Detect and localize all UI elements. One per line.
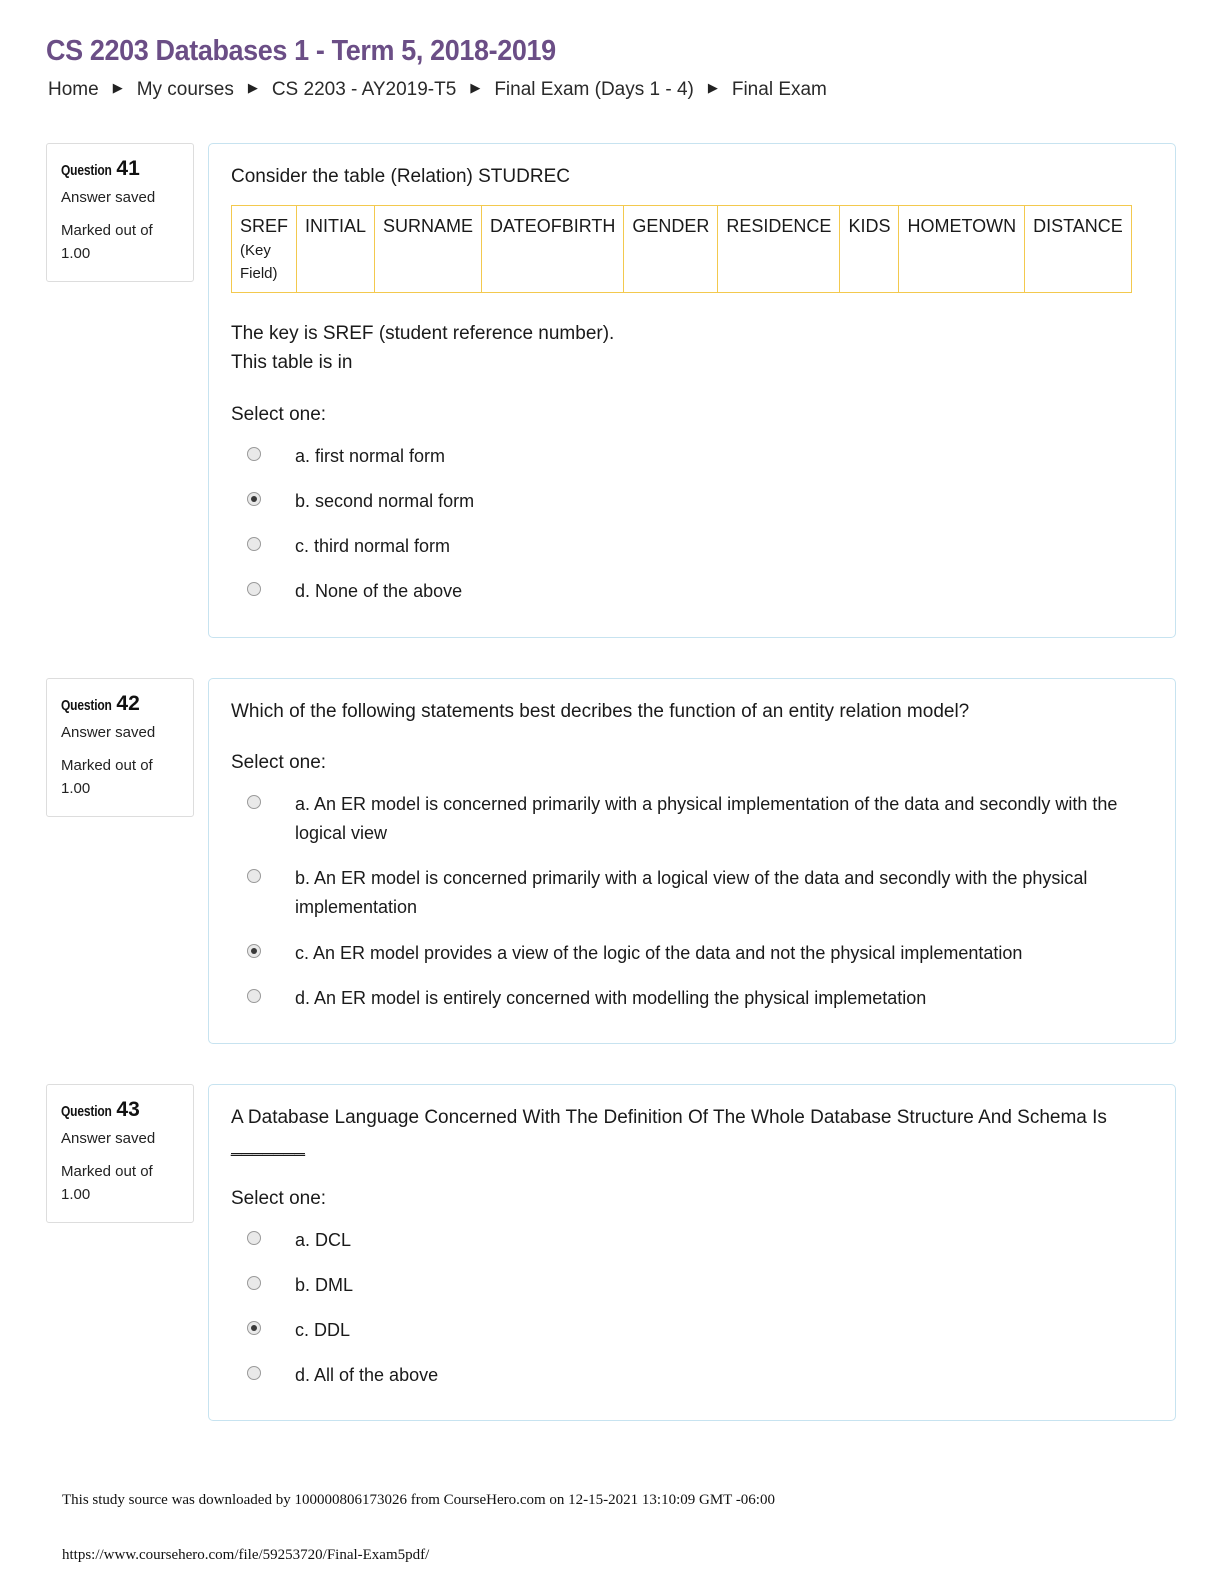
question-number-heading [61, 693, 179, 714]
question-info-panel [46, 143, 194, 283]
question-block-42 [46, 678, 1176, 1044]
radio-button-d[interactable] [247, 1366, 261, 1380]
option-label-c: c. DDL [295, 1320, 351, 1341]
question-prompt [231, 1103, 1153, 1162]
table-header-cell-distance: DISTANCE [1025, 206, 1132, 293]
option-label-b: b. second normal form [295, 491, 475, 512]
table-header-cell-hometown: HOMETOWN [899, 206, 1025, 293]
radio-button-c[interactable] [247, 1321, 261, 1335]
studrec-table-wrapper [231, 205, 1153, 293]
status-badge: Answer saved [61, 188, 156, 206]
table-header-cell-initial: INITIAL [297, 206, 375, 293]
breadcrumb-item-home[interactable]: Home [48, 78, 99, 100]
option-row-d[interactable] [231, 1353, 1153, 1398]
option-row-a[interactable] [231, 1218, 1153, 1263]
question-number-heading [61, 1099, 179, 1120]
breadcrumb-item-final-exam-days[interactable]: Final Exam (Days 1 - 4) [494, 78, 694, 100]
option-row-b[interactable] [231, 1263, 1153, 1308]
question-info-panel [46, 678, 194, 818]
table-header-cell-sref [232, 206, 297, 293]
download-attribution-note: This study source was downloaded by 100000806173026 from CourseHero.com on 12-15-2021 13:10:09 GMT -06:00 [62, 1492, 775, 1508]
breadcrumb-separator-icon: ▶ [707, 79, 718, 95]
table-header-cell-gender: GENDER [624, 206, 718, 293]
option-label-a: a. first normal form [295, 445, 446, 466]
option-label-d: d. An ER model is entirely concerned with modelling the physical implemetation [295, 987, 927, 1008]
question-key-note-line2: This table is in [231, 352, 353, 374]
question-key-note [231, 319, 1153, 378]
select-one-label: Select one: [231, 751, 327, 773]
question-content-41 [208, 143, 1176, 638]
option-label-c: c. An ER model provides a view of the logic of the data and not the physical implementation [295, 942, 1023, 963]
question-word-label: Question [61, 161, 112, 179]
marked-out-of-value: 1.00 [61, 244, 91, 262]
radio-button-a[interactable] [247, 447, 261, 461]
breadcrumb-item-my-courses[interactable]: My courses [136, 78, 234, 100]
table-header-cell-residence: RESIDENCE [718, 206, 840, 293]
question-word-label: Question [61, 696, 112, 714]
breadcrumb-separator-icon: ▶ [112, 79, 123, 95]
question-content-42 [208, 678, 1176, 1044]
question-block-41 [46, 143, 1176, 638]
question-key-note-line1: The key is SREF (student reference number). [231, 323, 615, 345]
question-prompt-text: A Database Language Concerned With The Definition Of The Whole Database Structure And Schema Is [231, 1106, 1107, 1128]
breadcrumb-item-course[interactable]: CS 2203 - AY2019-T5 [271, 78, 457, 100]
marked-out-of-text: Marked out of [61, 756, 153, 774]
radio-button-b[interactable] [247, 492, 261, 506]
radio-button-b[interactable] [247, 1276, 261, 1290]
option-label-b: b. DML [295, 1274, 354, 1295]
radio-button-a[interactable] [247, 795, 261, 809]
option-label-b: b. An ER model is concerned primarily with a logical view of the data and secondly with the physical implementation [295, 868, 1088, 918]
select-one-label: Select one: [231, 1187, 327, 1209]
option-row-d[interactable] [231, 569, 1153, 614]
question-content-43 [208, 1084, 1176, 1422]
marked-out-of-label [61, 219, 179, 266]
breadcrumb-separator-icon: ▶ [247, 79, 258, 95]
option-label-a: a. An ER model is concerned primarily with a physical implementation of the data and secondly with the logical view [295, 793, 1118, 844]
marked-out-of-text: Marked out of [61, 221, 153, 239]
marked-out-of-value: 1.00 [61, 1186, 91, 1204]
marked-out-of-label [61, 1160, 179, 1207]
radio-button-c[interactable] [247, 537, 261, 551]
option-label-c: c. third normal form [295, 536, 451, 557]
question-block-43 [46, 1084, 1176, 1422]
question-number-value: 41 [116, 156, 140, 180]
marked-out-of-label [61, 754, 179, 801]
options-list-42 [231, 782, 1153, 1021]
status-badge: Answer saved [61, 723, 156, 741]
options-list-43 [231, 1218, 1153, 1399]
page-title: CS 2203 Databases 1 - Term 5, 2018-2019 [46, 35, 556, 67]
marked-out-of-text: Marked out of [61, 1162, 153, 1180]
table-row [232, 206, 1132, 293]
option-row-c[interactable] [231, 524, 1153, 569]
option-row-b[interactable] [231, 856, 1153, 930]
radio-button-d[interactable] [247, 582, 261, 596]
radio-button-b[interactable] [247, 869, 261, 883]
page-footer [0, 1492, 1222, 1582]
option-row-d[interactable] [231, 976, 1153, 1021]
status-badge: Answer saved [61, 1129, 156, 1147]
options-list-41 [231, 434, 1153, 615]
table-header-sref-sub1: (Key [240, 242, 271, 260]
marked-out-of-value: 1.00 [61, 779, 91, 797]
option-row-b[interactable] [231, 479, 1153, 524]
option-row-c[interactable] [231, 1308, 1153, 1353]
option-label-d: d. All of the above [295, 1365, 439, 1386]
question-word-label: Question [61, 1102, 112, 1120]
studrec-table [231, 205, 1132, 293]
option-label-d: d. None of the above [295, 581, 463, 602]
option-label-a: a. DCL [295, 1229, 352, 1250]
radio-button-c[interactable] [247, 944, 261, 958]
breadcrumb-item-final-exam[interactable]: Final Exam [731, 78, 827, 100]
option-row-c[interactable] [231, 931, 1153, 976]
question-info-panel [46, 1084, 194, 1224]
table-header-sref-sub2: Field) [240, 264, 278, 282]
radio-button-d[interactable] [247, 989, 261, 1003]
breadcrumb [46, 78, 1176, 103]
table-header-sref-main: SREF [240, 216, 289, 237]
question-prompt: Which of the following statements best decribes the function of an entity relation model? [231, 700, 970, 722]
table-header-cell-surname: SURNAME [375, 206, 482, 293]
source-url[interactable]: https://www.coursehero.com/file/59253720/Final-Exam5pdf/ [62, 1547, 430, 1563]
table-header-cell-kids: KIDS [840, 206, 899, 293]
option-row-a[interactable] [231, 782, 1153, 856]
breadcrumb-separator-icon: ▶ [470, 79, 481, 95]
question-number-value: 42 [116, 691, 140, 715]
table-header-cell-dateofbirth: DATEOFBIRTH [482, 206, 624, 293]
question-prompt-blank: _______ [231, 1136, 305, 1158]
question-number-value: 43 [116, 1097, 140, 1121]
question-number-heading [61, 158, 179, 179]
select-one-label: Select one: [231, 403, 327, 425]
question-prompt: Consider the table (Relation) STUDREC [231, 165, 570, 187]
radio-button-a[interactable] [247, 1231, 261, 1245]
page-header [0, 0, 1222, 103]
option-row-a[interactable] [231, 434, 1153, 479]
